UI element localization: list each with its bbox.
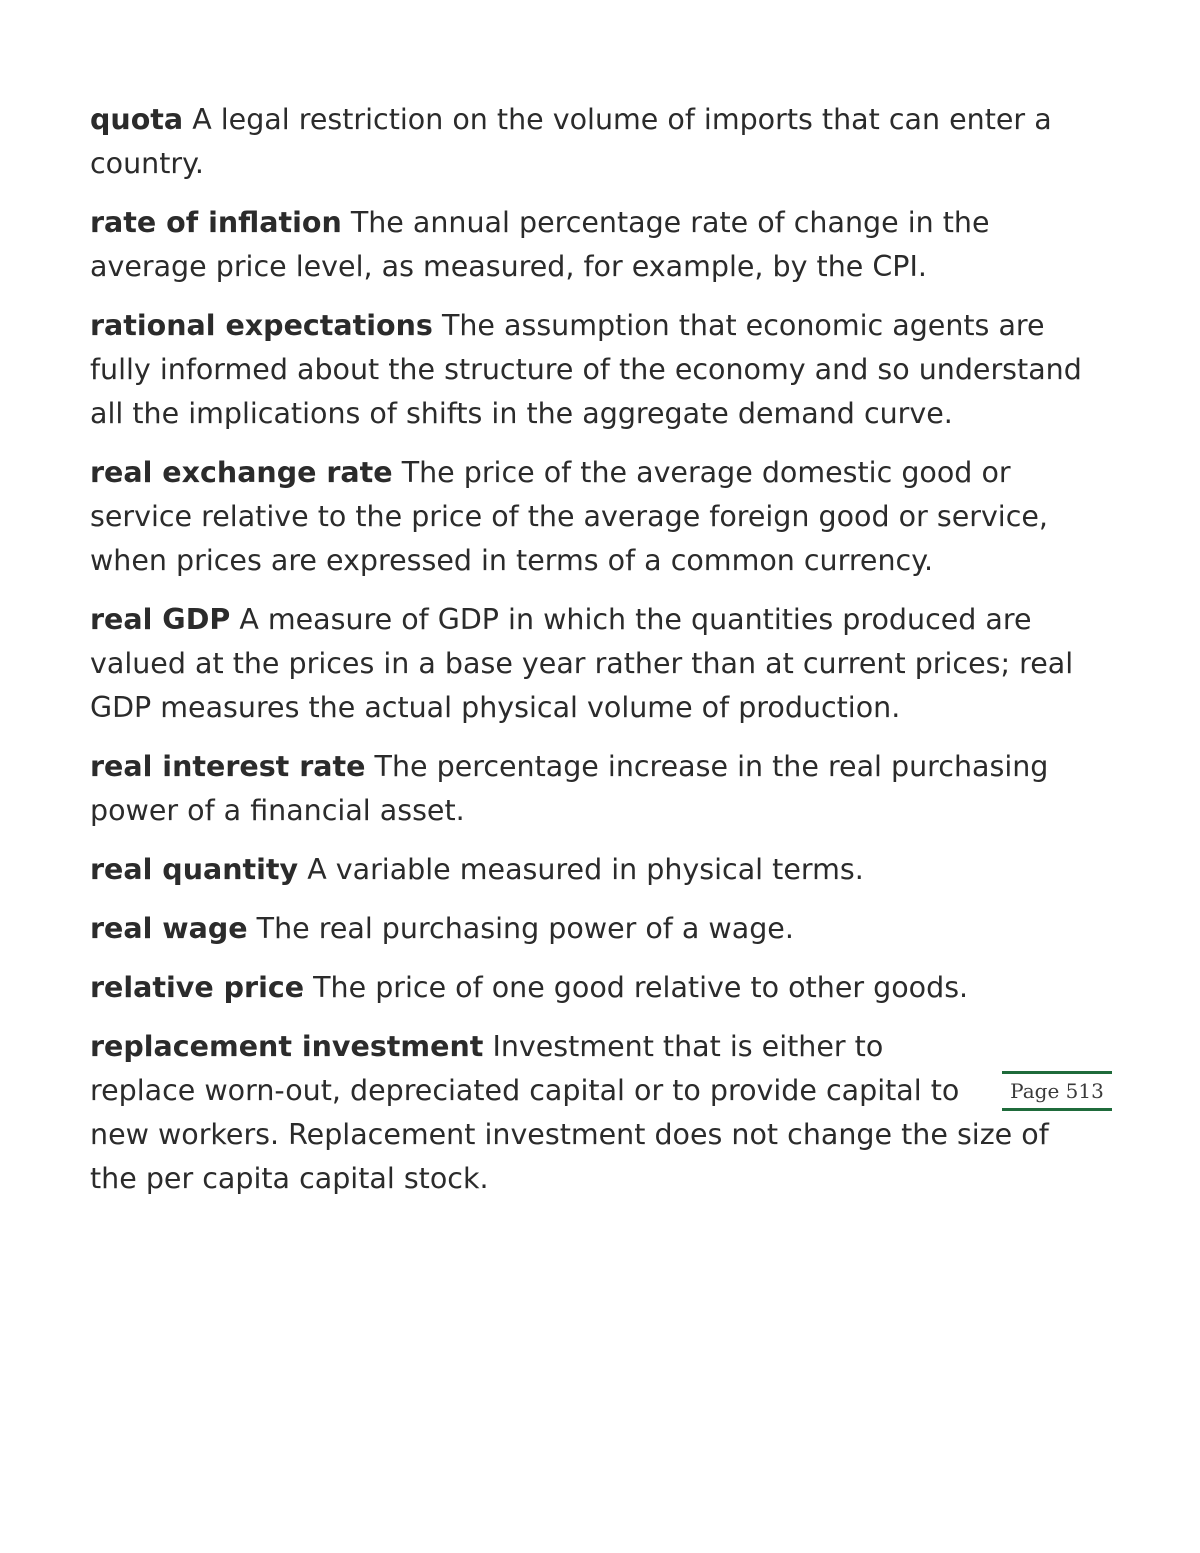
- glossary-definition: The price of the average domestic good or service relative to the price of the average foreign good or service, when prices are expressed in terms of a common currency.: [90, 456, 1048, 577]
- glossary-entry-real-quantity: [90, 848, 1100, 892]
- glossary-entry-real-interest-rate: [90, 745, 1100, 833]
- glossary-definition-part3: new workers. Replacement investment does not change the size of the per capita capital stock.: [90, 1118, 1049, 1195]
- glossary-term: real wage: [90, 912, 248, 945]
- glossary-entry-real-exchange-rate: [90, 451, 1100, 583]
- glossary-definition-part2: replace worn-out, depreciated capital or to provide capital to: [90, 1074, 960, 1107]
- glossary-definition: The real purchasing power of a wage.: [256, 912, 794, 945]
- glossary-entry-quota: [90, 98, 1100, 186]
- glossary-entry-relative-price: [90, 966, 1100, 1010]
- glossary-entry-replacement-investment: [90, 1025, 1090, 1201]
- glossary-term: real GDP: [90, 603, 231, 636]
- glossary-page: [90, 98, 1100, 1216]
- glossary-term: rational expectations: [90, 309, 433, 342]
- glossary-definition: The percentage increase in the real purchasing power of a financial asset.: [90, 750, 1049, 827]
- glossary-entry-rational-expectations: [90, 304, 1100, 436]
- glossary-definition: A legal restriction on the volume of imports that can enter a country.: [90, 103, 1052, 180]
- glossary-term: real interest rate: [90, 750, 366, 783]
- glossary-definition: The price of one good relative to other goods.: [313, 971, 969, 1004]
- glossary-definition-part1: Investment that is either to: [492, 1030, 884, 1063]
- glossary-entry-real-wage: [90, 907, 1100, 951]
- glossary-entry-rate-of-inflation: [90, 201, 1100, 289]
- glossary-term: replacement investment: [90, 1030, 484, 1063]
- glossary-term: rate of inflation: [90, 206, 342, 239]
- page-number-marker: Page 513: [1002, 1071, 1112, 1111]
- glossary-entry-real-gdp: [90, 598, 1100, 730]
- glossary-term: quota: [90, 103, 184, 136]
- glossary-definition: The annual percentage rate of change in the average price level, as measured, for example, by the CPI.: [90, 206, 990, 283]
- glossary-term: real quantity: [90, 853, 299, 886]
- glossary-definition: The assumption that economic agents are fully informed about the structure of the economy and so understand all the implications of shifts in the aggregate demand curve.: [90, 309, 1082, 430]
- glossary-term: relative price: [90, 971, 305, 1004]
- glossary-definition: A measure of GDP in which the quantities produced are valued at the prices in a base year rather than at current prices; real GDP measures the actual physical volume of production.: [90, 603, 1074, 724]
- glossary-term: real exchange rate: [90, 456, 393, 489]
- glossary-definition: A variable measured in physical terms.: [307, 853, 864, 886]
